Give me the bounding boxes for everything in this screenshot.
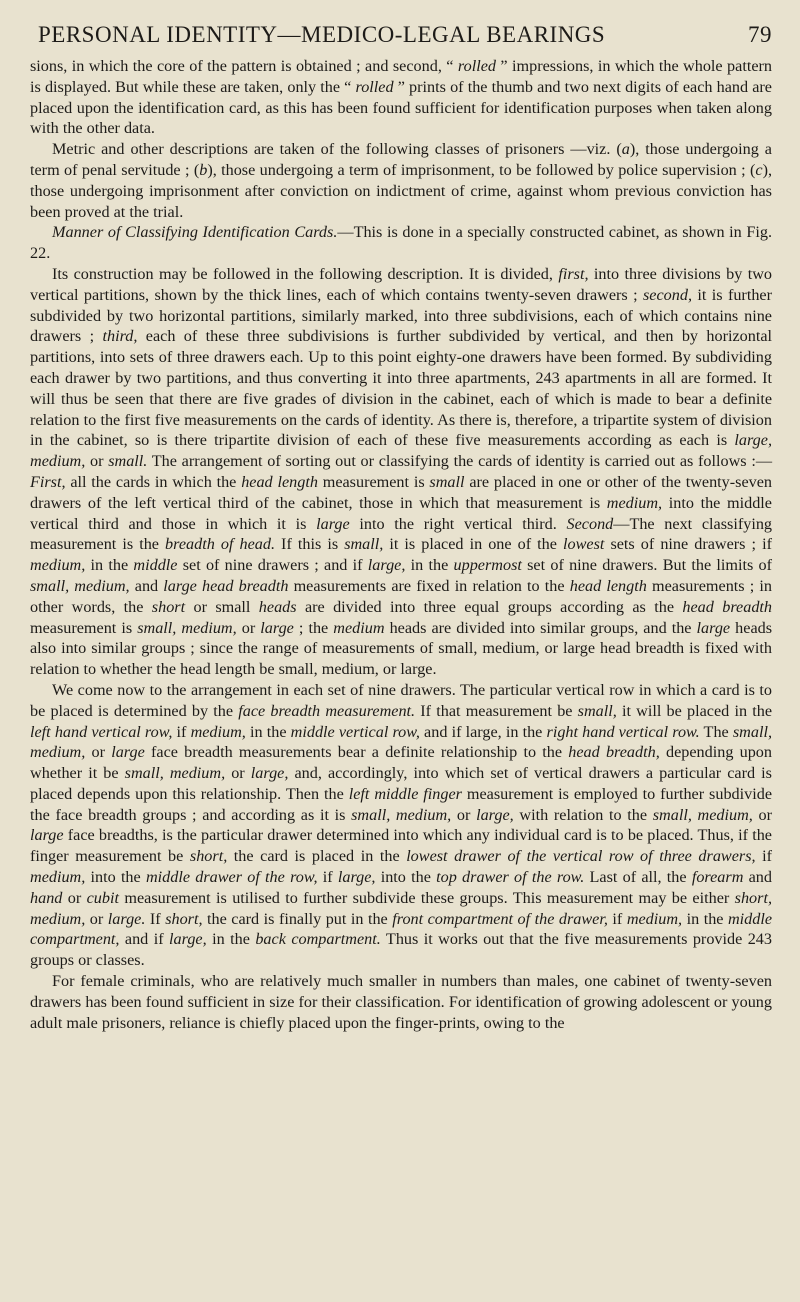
text-run: and, accordingly, into which set of vertical drawers a particular card is placed depends upon this relationship. Then the	[30, 764, 772, 803]
text-run: and	[129, 576, 164, 595]
italic-run: large	[696, 618, 731, 637]
italic-run: medium	[333, 618, 385, 637]
italic-run: left middle finger	[348, 784, 462, 803]
body-paragraph	[30, 680, 772, 971]
italic-run: large	[111, 743, 145, 762]
italic-run: forearm	[691, 868, 744, 887]
italic-run: large,	[250, 764, 289, 783]
text-run: it will be placed in the	[616, 701, 773, 720]
italic-run: short,	[165, 909, 203, 928]
italic-run: medium,	[30, 868, 86, 887]
text-run: For female criminals, who are relatively much smaller in numbers than males, one cabinet of twenty-seven drawers has been found sufficient in size for their classification. For identification of growing adolescent or young adult male prisoners, reliance is chiefly placed upon the finger-prints, owing to the	[30, 972, 772, 1032]
text-run: into the	[85, 868, 146, 887]
text-run: if	[607, 909, 627, 928]
text-run: into the right vertical third.	[349, 514, 567, 533]
italic-run: Manner of Classifying Identification Cards.	[52, 223, 338, 242]
italic-run: medium,	[190, 722, 246, 741]
italic-run: small, medium,	[30, 722, 773, 762]
text-run: or	[451, 805, 477, 824]
body-paragraph	[30, 56, 772, 139]
italic-run: rolled	[355, 77, 394, 96]
italic-run: middle compartment,	[30, 909, 773, 949]
text-run: in the	[245, 722, 291, 741]
text-run: depending upon whether it be	[30, 743, 772, 783]
italic-run: short	[151, 597, 186, 616]
text-run: —This is done in a specially constructed cabinet, as shown in Fig. 22.	[30, 223, 772, 263]
italic-run: small, medium,	[124, 764, 226, 783]
italic-run: face breadth measurement.	[238, 701, 416, 720]
text-run: ), those undergoing a term of imprisonment, to be followed by police supervision ; (	[207, 160, 756, 179]
italic-run: front compartment of the drawer,	[392, 909, 608, 928]
text-run: ” prints of the thumb and two next digits of each hand are placed upon the identification card, as this has been found sufficient for identification purposes when taken along with the other data.	[30, 77, 772, 138]
text-run: the card is finally put in the	[202, 909, 393, 928]
text-run: are divided into three equal groups according as the	[296, 597, 683, 616]
running-header	[38, 22, 772, 48]
italic-run: large head breadth	[163, 576, 289, 595]
italic-run: middle drawer of the row,	[145, 868, 318, 887]
text-run: into the	[375, 868, 437, 887]
text-run: and	[743, 868, 772, 887]
text-run: measurement is utilised to further subdivide these groups. This measurement may be either	[118, 888, 735, 907]
italic-run: medium,	[30, 556, 86, 575]
text-run: or	[85, 452, 109, 471]
text-run: with relation to the	[513, 805, 653, 824]
text-run: set of nine drawers. But the limits of	[521, 556, 772, 575]
text-run: Thus it works out that the five measurements provide 243 groups or classes.	[30, 930, 772, 970]
page-number: 79	[748, 22, 772, 47]
italic-run: large.	[107, 909, 146, 928]
italic-run: lowest	[563, 535, 605, 554]
text-run: The arrangement of sorting out or classifying the cards of identity is carried out as follows :—	[147, 452, 773, 471]
text-run: heads also into similar groups ; since the range of measurements of small, medium, or large head breadth is fixed with relation to whether the head length be small, medium, or large.	[30, 618, 773, 679]
italic-run: first,	[558, 264, 589, 283]
italic-run: medium,	[626, 909, 683, 928]
text-run: and if	[119, 930, 170, 949]
italic-run: large, medium,	[30, 431, 772, 471]
text-run: all the cards in which the	[65, 472, 242, 491]
italic-run: middle	[133, 556, 178, 575]
italic-run: head length	[569, 576, 647, 595]
text-run: if	[172, 722, 191, 741]
text-run: set of nine drawers ; and if	[177, 556, 368, 575]
italic-run: medium,	[606, 493, 663, 512]
text-run: —The next classifying measurement is the	[30, 514, 773, 554]
text-run: each of these three subdivisions is further subdivided by vertical, and then by horizontal partitions, into sets of three drawers each. Up to this point eighty-one drawers have been formed. By subdividing each drawer by two partitions, and thus converting it into three apartments, 243 apartments in all are formed. It will thus be seen that there are five grades of division in the cabinet, each of which is made to bear a definite relation to the first five measurements on the cards of identity. As there is, therefore, a tripartite system of division in the cabinet, so is there tripartite division of each of these five measurements according as each is	[30, 327, 773, 450]
text-run: sions, in which the core of the pattern is obtained ; and second, “	[30, 57, 458, 75]
italic-run: c	[755, 160, 763, 179]
text-run: Last of all, the	[584, 868, 692, 887]
text-run: heads are divided into similar groups, and the	[384, 618, 697, 637]
text-run: or	[225, 764, 251, 783]
italic-run: large,	[169, 930, 207, 949]
text-run: or	[752, 805, 773, 824]
italic-run: hand	[30, 888, 63, 907]
italic-run: head length	[241, 472, 318, 491]
text-run: ; the	[293, 618, 334, 637]
italic-run: large,	[337, 868, 376, 887]
text-run: sets of nine drawers ; if	[604, 535, 772, 554]
italic-run: top drawer of the row.	[436, 868, 585, 887]
text-run: in the	[85, 556, 134, 575]
italic-run: short, medium,	[30, 888, 772, 928]
italic-run: head breadth	[682, 597, 773, 616]
text-run: If this is	[275, 535, 345, 554]
italic-run: third,	[102, 327, 138, 346]
text-run: measurement is employed to further subdivide the face breadth groups ; and according as it is	[30, 784, 773, 824]
italic-run: cubit	[86, 888, 119, 907]
italic-run: right hand vertical row.	[546, 722, 700, 741]
text-run: Metric and other descriptions are taken of the following classes of prisoners —viz. (	[52, 140, 622, 159]
italic-run: small,	[577, 701, 617, 720]
italic-run: back compartment.	[255, 930, 381, 949]
italic-run: large	[316, 514, 350, 533]
body-paragraph	[30, 264, 772, 680]
text-run: or	[85, 743, 112, 762]
text-run: measurement is	[30, 618, 138, 637]
text-run: the card is placed in the	[227, 847, 407, 866]
italic-run: heads	[258, 597, 297, 616]
italic-run: large	[260, 618, 294, 637]
text-run: in the	[405, 556, 454, 575]
text-run: and if large, in the	[419, 722, 547, 741]
text-run: face breadths, is the particular drawer determined into which any individual card is to be placed. Thus, if the finger measurement be	[30, 826, 772, 866]
text-run: or	[62, 888, 87, 907]
text-run: if	[755, 847, 772, 866]
text-run: it is further subdivided by two horizontal partitions, similarly marked, into three subdivisions, each of which contains nine drawers ;	[30, 285, 772, 346]
italic-run: First,	[30, 472, 66, 491]
text-run: We come now to the arrangement in each set of nine drawers. The particular vertical row in which a card is to be placed is determined by the	[30, 680, 772, 720]
italic-run: lowest drawer of the vertical row of three drawers,	[406, 847, 756, 866]
text-run: it is placed in one of the	[383, 535, 564, 554]
text-run: measurement is	[317, 472, 430, 491]
running-title: PERSONAL IDENTITY—MEDICO-LEGAL BEARINGS	[38, 22, 606, 47]
text-run: measurements are fixed in relation to the	[288, 576, 570, 595]
text-run: in the	[682, 909, 728, 928]
italic-run: b	[199, 160, 208, 179]
text-run: or	[85, 909, 108, 928]
text-run: in the	[206, 930, 256, 949]
italic-run: small	[429, 472, 465, 491]
italic-run: small, medium,	[137, 618, 237, 637]
body-text	[30, 56, 772, 1033]
italic-run: breadth of head.	[165, 535, 275, 554]
italic-run: a	[621, 140, 630, 159]
italic-run: small, medium,	[351, 805, 452, 824]
italic-run: rolled	[457, 57, 496, 75]
text-run: If	[145, 909, 166, 928]
italic-run: uppermost	[453, 556, 522, 575]
italic-run: middle vertical row,	[290, 722, 420, 741]
body-paragraph	[30, 139, 772, 222]
italic-run: large	[30, 826, 64, 845]
text-run: or	[236, 618, 261, 637]
text-run: into the middle vertical third and those in which it is	[30, 493, 772, 533]
text-run: if	[317, 868, 338, 887]
text-run: or small	[185, 597, 259, 616]
italic-run: small, medium,	[30, 576, 130, 595]
text-run: The	[699, 722, 733, 741]
body-paragraph	[30, 971, 772, 1033]
italic-run: small.	[108, 452, 148, 471]
italic-run: small,	[344, 535, 384, 554]
italic-run: head breadth,	[568, 743, 660, 762]
italic-run: Second	[566, 514, 614, 533]
text-run: face breadth measurements bear a definite relationship to the	[144, 743, 569, 762]
text-run: ), those undergoing imprisonment after conviction on indictment of crime, against whom previous conviction has been proved at the trial.	[30, 160, 772, 221]
text-run: are placed in one or other of the twenty-seven drawers of the left vertical third of the cabinet, those in which that measurement is	[30, 472, 772, 512]
text-run: into three divisions by two vertical partitions, shown by the thick lines, each of which contains twenty-seven drawers ;	[30, 264, 772, 304]
body-paragraph	[30, 222, 772, 264]
italic-run: large,	[476, 805, 514, 824]
italic-run: large,	[367, 556, 406, 575]
italic-run: second,	[643, 285, 692, 304]
italic-run: small, medium,	[652, 805, 753, 824]
italic-run: short,	[189, 847, 228, 866]
text-run: ” impressions, in which the whole pattern is displayed. But while these are taken, only the “	[30, 57, 772, 96]
text-run: If that measurement be	[415, 701, 578, 720]
text-run: Its construction may be followed in the following description. It is divided,	[52, 264, 559, 283]
text-run: ), those undergoing a term of penal servitude ; (	[30, 140, 772, 179]
italic-run: left hand vertical row,	[30, 722, 173, 741]
text-run: measurements ; in other words, the	[30, 576, 773, 616]
